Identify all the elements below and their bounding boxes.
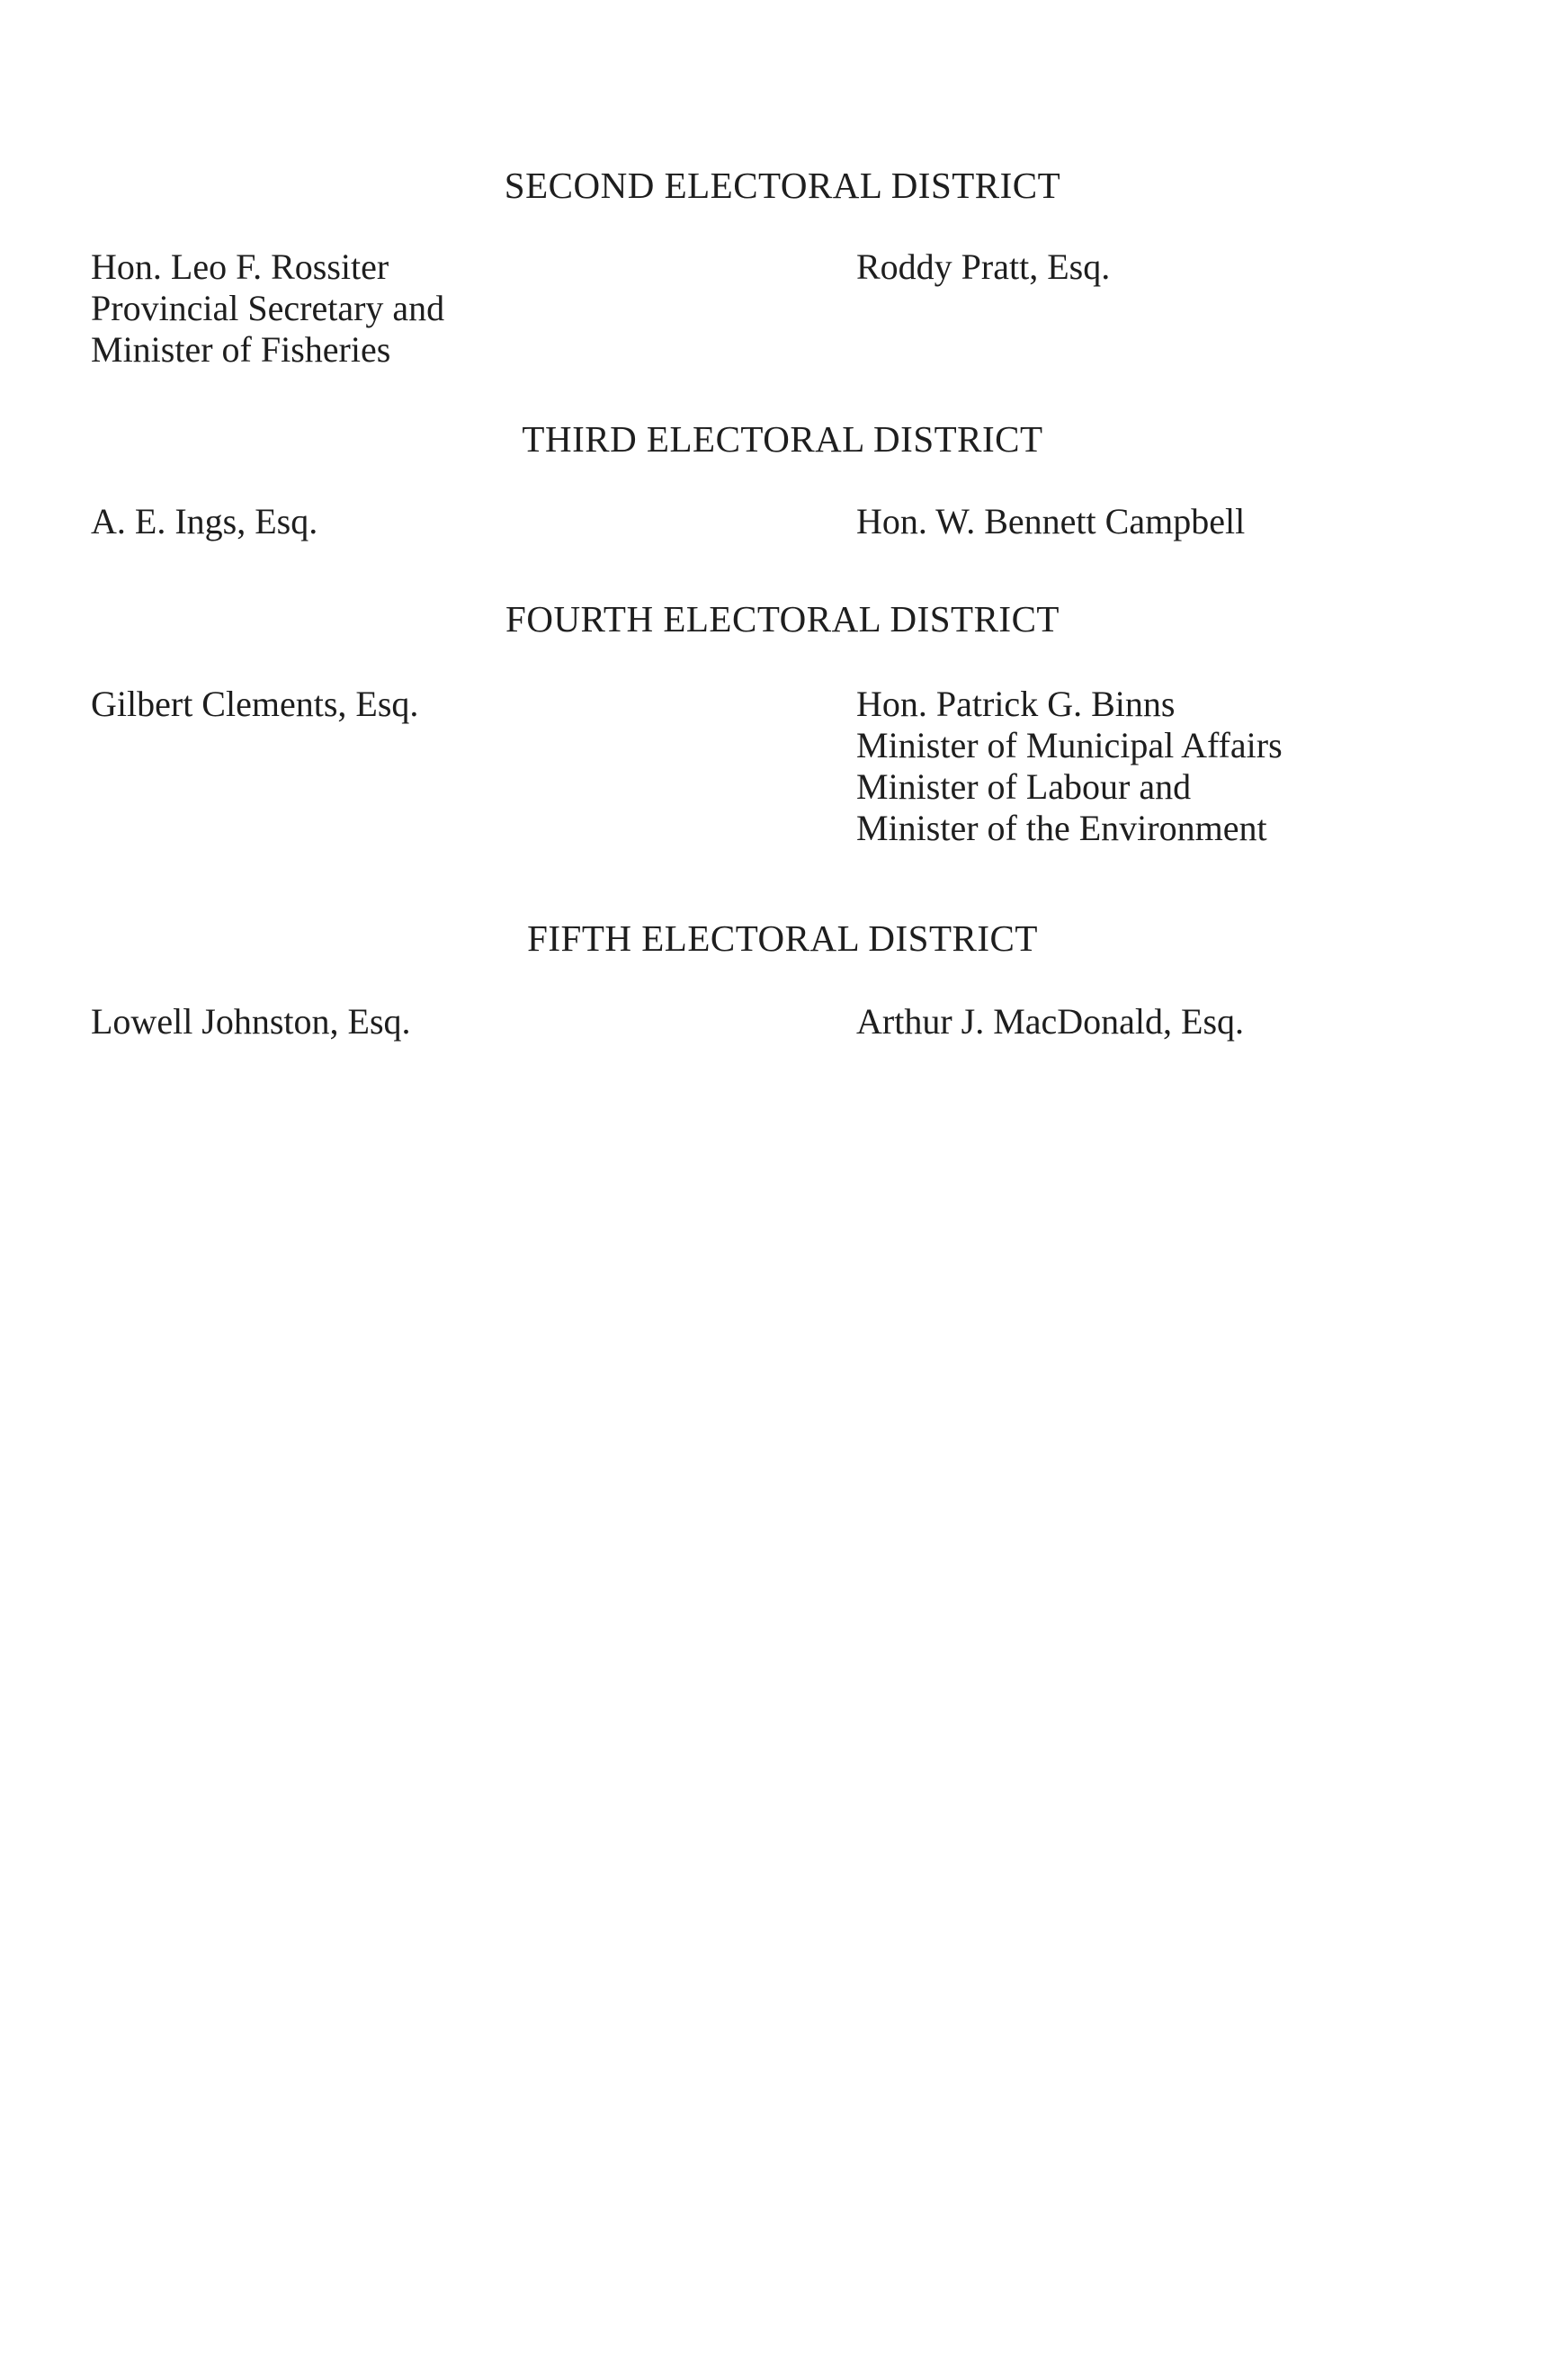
member-name: Roddy Pratt, Esq. — [856, 246, 1111, 287]
third-district-member-right — [856, 501, 1245, 542]
member-name: Lowell Johnston, Esq. — [91, 1001, 411, 1042]
member-title: Minister of Labour and — [856, 766, 1192, 807]
member-name: Hon. Patrick G. Binns — [856, 684, 1176, 724]
member-title: Minister of Fisheries — [91, 329, 391, 370]
third-district-member-left — [91, 501, 317, 542]
member-title: Minister of Municipal Affairs — [856, 725, 1283, 765]
member-title: Provincial Secretary and — [91, 288, 445, 328]
member-title: Minister of the Environment — [856, 808, 1267, 848]
district-heading-fifth: FIFTH ELECTORAL DISTRICT — [527, 917, 1038, 959]
fifth-district-member-left — [91, 1001, 411, 1042]
second-district-member-right — [856, 246, 1110, 288]
fourth-district-member-left — [91, 684, 418, 725]
member-name: A. E. Ings, Esq. — [91, 501, 318, 541]
member-name: Arthur J. MacDonald, Esq. — [856, 1001, 1245, 1042]
second-district-member-left — [91, 246, 444, 371]
member-name: Gilbert Clements, Esq. — [91, 684, 419, 724]
fifth-district-member-right — [856, 1001, 1244, 1042]
district-heading-third: THIRD ELECTORAL DISTRICT — [522, 418, 1043, 460]
district-heading-fourth: FOURTH ELECTORAL DISTRICT — [505, 598, 1060, 640]
district-heading-second: SECOND ELECTORAL DISTRICT — [504, 165, 1061, 206]
fourth-district-member-right — [856, 684, 1283, 849]
member-name: Hon. W. Bennett Campbell — [856, 501, 1246, 541]
member-name: Hon. Leo F. Rossiter — [91, 246, 389, 287]
